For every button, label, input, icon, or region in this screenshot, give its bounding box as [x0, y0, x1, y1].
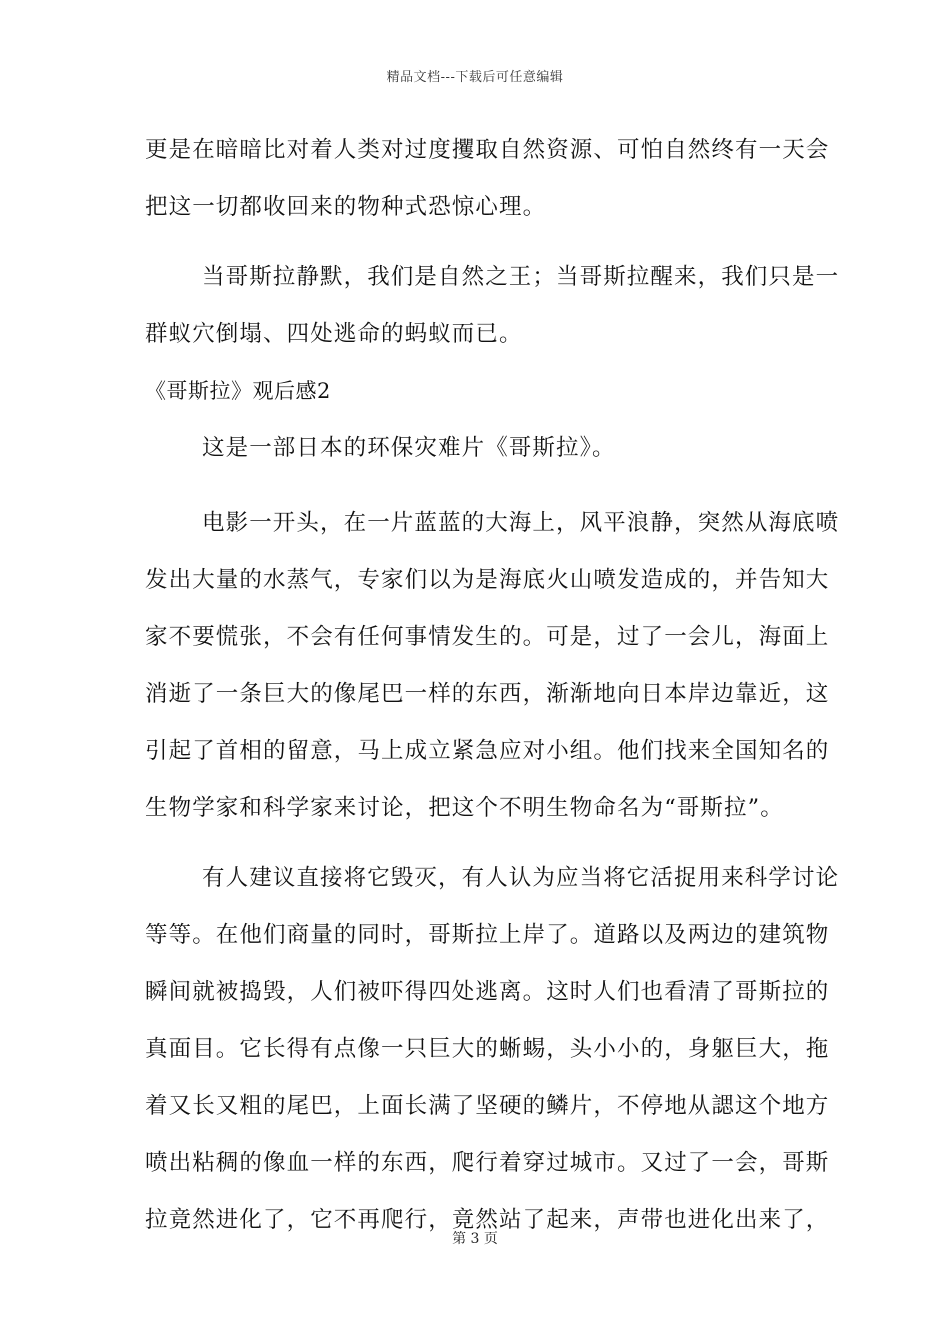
paragraph-gap: [145, 840, 810, 858]
text-line: 把这一切都收回来的物种式恐惊心理。: [145, 194, 547, 220]
text-line: 等等。在他们商量的同时，哥斯拉上岸了。道路以及两边的建筑物: [145, 922, 830, 948]
text-line: 更是在暗暗比对着人类对过度攫取自然资源、可怕自然终有一天会: [145, 137, 830, 163]
text-line: 当哥斯拉静默，我们是自然之王；当哥斯拉醒来，我们只是一: [202, 264, 840, 290]
text-line: 有人建议直接将它毁灭，有人认为应当将它活捉用来科学讨论: [202, 865, 840, 891]
text-line: 群蚁穴倒塌、四处逃命的蚂蚁而已。: [145, 321, 523, 347]
text-line: 拉竟然进化了，它不再爬行，竟然站了起来，声带也进化出来了，: [145, 1207, 830, 1233]
paragraph-gap: [145, 239, 810, 257]
text-line: 消逝了一条巨大的像尾巴一样的东西，渐渐地向日本岸边靠近，这: [145, 681, 830, 707]
text-line: 这是一部日本的环保灾难片《哥斯拉》。: [202, 435, 616, 461]
text-line: 电影一开头，在一片蓝蓝的大海上，风平浪静，突然从海底喷: [202, 510, 840, 536]
text-line: 引起了首相的留意，马上成立紧急应对小组。他们找来全国知名的: [145, 738, 830, 764]
text-line: 生物学家和科学家来讨论，把这个不明生物命名为“哥斯拉”。: [145, 795, 784, 821]
text-line: 真面目。它长得有点像一只巨大的蜥蜴，头小小的，身躯巨大，拖: [145, 1036, 830, 1062]
section-heading: 《哥斯拉》观后感2: [145, 379, 331, 403]
paragraph-gap: [145, 485, 810, 503]
text-line: 喷出粘稠的像血一样的东西，爬行着穿过城市。又过了一会，哥斯: [145, 1150, 830, 1176]
text-line: 着又长又粗的尾巴，上面长满了坚硬的鳞片，不停地从諰这个地方: [145, 1093, 830, 1119]
page-number: 第 3 页: [452, 1231, 498, 1247]
page-header: 精品文档---下载后可任意编辑: [386, 70, 564, 85]
document-body: [145, 130, 840, 1257]
text-line: 瞬间就被捣毁，人们被吓得四处逃离。这时人们也看清了哥斯拉的: [145, 979, 830, 1005]
text-line: 家不要慌张，不会有任何事情发生的。可是，过了一会儿，海面上: [145, 624, 830, 650]
text-line: 发出大量的水蒸气，专家们以为是海底火山喷发造成的，并告知大: [145, 567, 830, 593]
